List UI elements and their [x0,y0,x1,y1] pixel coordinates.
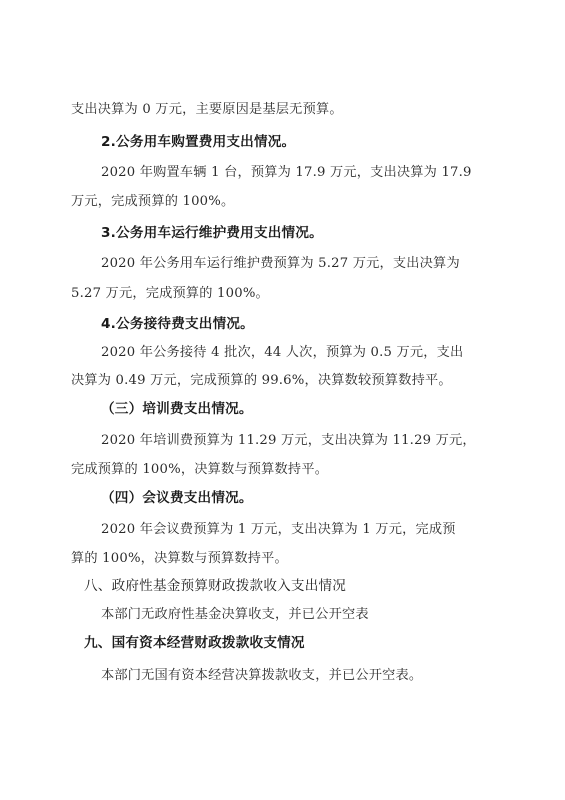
paragraph-line: 2020 年会议费预算为 1 万元，支出决算为 1 万元，完成预 [101,522,456,537]
paragraph-line: 算的 100%，决算数与预算数持平。 [71,551,288,566]
paragraph-line: 2020 年购置车辆 1 台，预算为 17.9 万元，支出决算为 17.9 [101,165,472,180]
section-heading: （三）培训费支出情况。 [101,401,253,417]
section-heading: 3.公务用车运行维护费用支出情况。 [101,225,323,241]
chapter-heading: 九、国有资本经营财政拨款收支情况 [84,635,305,651]
section-heading: （四）会议费支出情况。 [101,490,253,506]
paragraph-line: 2020 年公务用车运行维护费预算为 5.27 万元，支出决算为 [101,256,460,271]
chapter-heading: 八、政府性基金预算财政拨款收入支出情况 [84,578,347,594]
paragraph-line: 本部门无国有资本经营决算拨款收支，并已公开空表。 [101,668,423,683]
paragraph-line: 5.27 万元，完成预算的 100%。 [71,286,269,301]
section-heading: 2.公务用车购置费用支出情况。 [101,134,296,150]
paragraph-line: 2020 年培训费预算为 11.29 万元，支出决算为 11.29 万元， [101,433,476,448]
section-heading: 4.公务接待费支出情况。 [101,316,254,332]
paragraph-line: 完成预算的 100%，决算数与预算数持平。 [71,462,329,477]
paragraph-line: 本部门无政府性基金决算收支，并已公开空表 [101,607,369,622]
paragraph-line: 2020 年公务接待 4 批次，44 人次，预算为 0.5 万元，支出 [101,345,464,360]
paragraph-line: 决算为 0.49 万元，完成预算的 99.6%，决算数较预算数持平。 [71,373,452,388]
paragraph-line: 万元，完成预算的 100%。 [71,194,235,209]
paragraph-line: 支出决算为 0 万元，主要原因是基层无预算。 [71,102,343,117]
